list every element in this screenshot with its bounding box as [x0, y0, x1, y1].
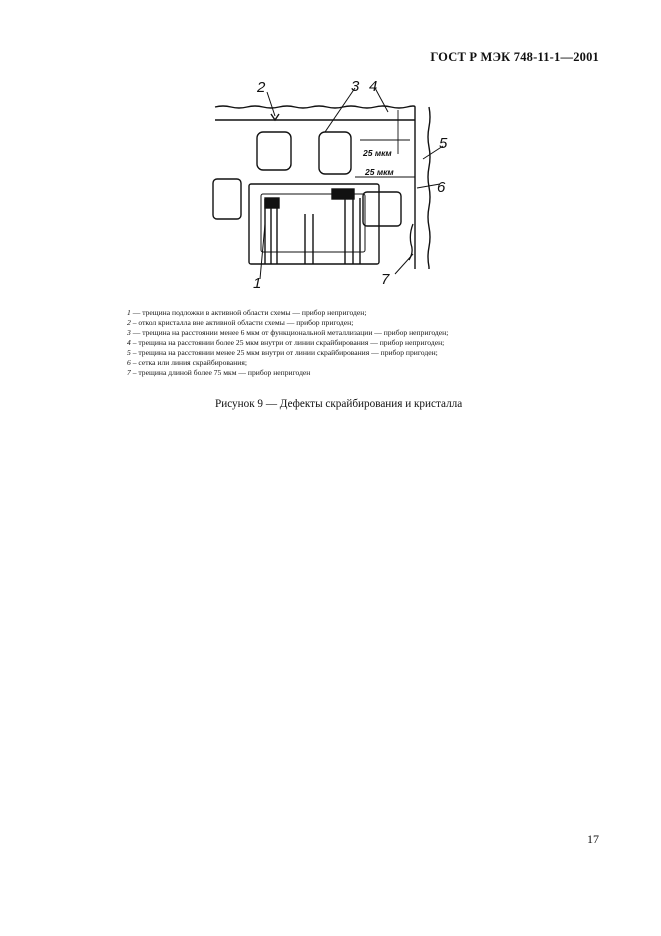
page-number: 17: [587, 832, 599, 846]
legend-item: [127, 328, 448, 338]
pad-upper-left: [257, 132, 291, 170]
legend-num: 1: [127, 308, 131, 317]
legend-text: трещина длиной более 75 мкм — прибор непригоден: [138, 368, 311, 377]
legend-text: сетка или линия скрайбирования;: [138, 358, 247, 367]
callout-5: 5: [439, 135, 448, 152]
legend-num: 6: [127, 358, 131, 367]
legend-text: откол кристалла вне активной области схемы — прибор пригоден;: [138, 318, 354, 327]
dim-label-25-upper: 25 мкм: [363, 148, 392, 158]
legend-separator: –: [130, 348, 139, 357]
defect-site-1: [265, 198, 279, 208]
pad-lower-right: [363, 192, 401, 226]
legend-text: трещина на расстоянии более 25 мкм внутри от линии скрайбирования — прибор непригоден;: [138, 338, 445, 347]
callout-1: 1: [253, 275, 262, 292]
pad-upper-right: [319, 132, 351, 174]
legend-item: [127, 318, 448, 328]
dim-label-25-lower: 25 мкм: [365, 167, 394, 177]
legend-separator: –: [130, 358, 139, 367]
scribe-line-vertical-2: [428, 107, 430, 269]
legend-separator: —: [130, 328, 143, 337]
pad-left: [213, 179, 241, 219]
document-header: ГОСТ Р МЭК 748-11-1—2001: [430, 50, 599, 64]
legend-item: [127, 358, 448, 368]
figure-caption: Рисунок 9 — Дефекты скрайбирования и кристалла: [215, 398, 463, 410]
legend-item: [127, 368, 448, 378]
legend-separator: –: [130, 318, 139, 327]
callout-3: 3: [351, 78, 360, 95]
scribing-defects-figure: [205, 74, 465, 294]
legend-text: трещина на расстоянии менее 25 мкм внутри от линии скрайбирования — прибор пригоден;: [138, 348, 438, 357]
legend-num: 2: [127, 318, 131, 327]
callout-7: 7: [381, 271, 390, 288]
callout-6: 6: [437, 179, 446, 196]
legend-item: [127, 338, 448, 348]
legend-num: 5: [127, 348, 131, 357]
legend-num: 3: [127, 328, 131, 337]
figure-legend: [127, 308, 448, 378]
legend-num: 7: [127, 368, 131, 377]
legend-num: 4: [127, 338, 131, 347]
figure-drawing: [205, 74, 465, 294]
callout-2: 2: [257, 79, 266, 96]
callout-4: 4: [369, 78, 378, 95]
legend-item: [127, 348, 448, 358]
legend-separator: —: [130, 308, 143, 317]
legend-text: трещина подложки в активной области схемы — прибор непригоден;: [142, 308, 367, 317]
legend-separator: –: [130, 368, 139, 377]
legend-text: трещина на расстоянии менее 6 мкм от функциональной металлизации — прибор непригоден;: [142, 328, 449, 337]
legend-separator: –: [130, 338, 139, 347]
defect-site-3: [332, 189, 354, 199]
legend-item: [127, 308, 448, 318]
leader-2: [267, 92, 275, 116]
